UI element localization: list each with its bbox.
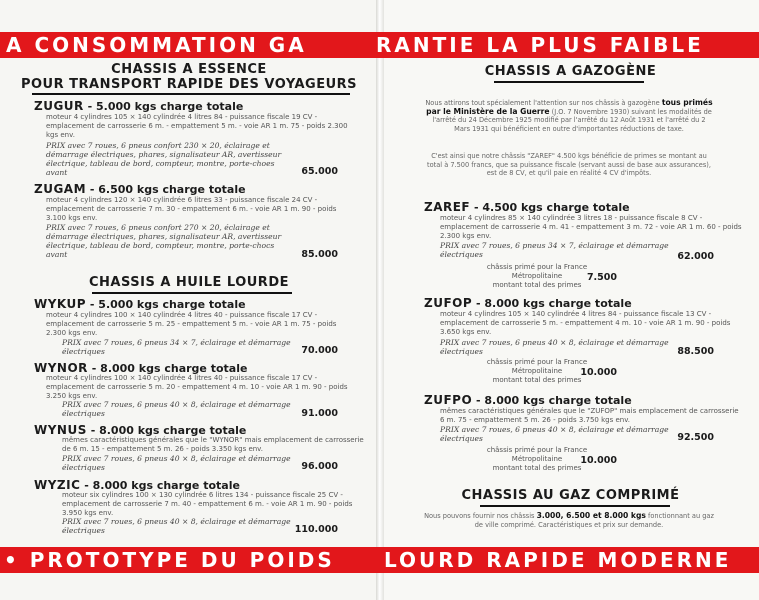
model-options: PRIX avec 7 roues, 6 pneus 40 × 8, éclairage et démarrage électriques bbox=[440, 338, 669, 356]
gaz-text-rest: fonctionnant au gaz de ville comprimé. Caractéristiques et prix sur demande. bbox=[474, 512, 714, 529]
model-options: PRIX avec 7 roues, 6 pneus confort 230 × 20, éclairage et démarrage électriques, phares, signalisateur AR, avertisseur électrique, tableau de bord, compteur, montre, porte-choes avant bbox=[46, 141, 282, 177]
model-price: 110.000 bbox=[294, 524, 338, 535]
model-price: 65.000 bbox=[301, 166, 338, 177]
divider bbox=[32, 93, 350, 95]
model-spec: moteur 4 cylindres 100 × 140 cylindrée 4 litres 40 - puissance fiscale 17 CV - emplacement de carrosserie 5 m. 20 - empattement 4 m. 10 - voie AR 1 m. 90 - poids 3.250 kgs env. bbox=[46, 374, 348, 400]
model-charge: - 5.000 kgs charge totale bbox=[89, 298, 246, 311]
page-fold bbox=[376, 0, 384, 600]
model-name: ZUGAM bbox=[34, 182, 87, 196]
model-name: WYNOR bbox=[34, 361, 88, 375]
model-options: PRIX avec 7 roues, 6 pneus 34 × 7, éclairage et démarrage électriques bbox=[62, 338, 291, 356]
intro-bold-text: tous primés par le Ministère de la Guerre bbox=[426, 98, 713, 116]
right-page bbox=[382, 0, 759, 600]
model-spec: moteur 4 cylindres 105 × 140 cylindrée 4 litres 84 - puissance fiscale 13 CV - emplacement de carrosserie 5 m. - empattement 4 m. 10 - voie AR 1 m. 90 - poids 3.650 kgs env. bbox=[440, 310, 731, 336]
prime-total-label: montant total des primes bbox=[492, 376, 582, 384]
prime-amount: 7.500 bbox=[586, 272, 617, 283]
model-options: PRIX avec 7 roues, 6 pneus 40 × 8, éclairage et démarrage électriques bbox=[62, 454, 291, 472]
section-title-huile: CHASSIS A HUILE LOURDE bbox=[88, 275, 289, 290]
model-price: 62.000 bbox=[677, 251, 714, 262]
intro-paragraph-2: C'est ainsi que notre châssis "ZAREF" 4.500 kgs bénéficie de primes se montant au total à 7.500 francs, que sa puissance fiscale (servant aussi de base aux assurances), est de 8 CV, et qu'il paie en réalité 4 CV d'impôts. bbox=[427, 152, 711, 178]
divider bbox=[494, 81, 644, 83]
prime-label: châssis primé pour la France Métropolitaine bbox=[486, 358, 588, 375]
prime-amount: 10.000 bbox=[580, 367, 617, 378]
model-name: WYKUP bbox=[34, 297, 87, 311]
divider bbox=[92, 292, 292, 294]
model-options: PRIX avec 7 roues, 6 pneus 34 × 7, éclairage et démarrage électriques bbox=[440, 241, 669, 259]
gaz-paragraph bbox=[424, 512, 714, 529]
model-price: 88.500 bbox=[677, 346, 714, 357]
model-spec: moteur 4 cylindres 105 × 140 cylindrée 4 litres 84 - puissance fiscale 19 CV - emplacement de carrosserie 6 m. - empattement 5 m. - voie AR 1 m. 75 - poids 2.300 kgs env. bbox=[46, 113, 348, 139]
bottom-banner-right-text: LOURD RAPIDE MODERNE bbox=[384, 548, 732, 572]
model-spec: mêmes caractéristiques générales que le "ZUFOP" mais emplacement de carrosserie 6 m. 75 - empattement 5 m. 26 - poids 3.750 kgs env. bbox=[440, 407, 739, 424]
model-heading-zugam bbox=[34, 182, 246, 196]
model-name: ZUFPO bbox=[424, 393, 473, 407]
model-spec: moteur 4 cylindres 120 × 140 cylindrée 6 litres 33 - puissance fiscale 24 CV - emplacement de carrosserie 7 m. 30 - empattement 6 m. - voie AR 1 m. 90 - poids 3.100 kgs env. bbox=[46, 196, 337, 222]
divider bbox=[480, 505, 670, 507]
model-price: 92.500 bbox=[677, 432, 714, 443]
bottom-banner bbox=[0, 547, 759, 573]
top-banner-right-text: RANTIE LA PLUS FAIBLE bbox=[376, 33, 704, 57]
prime-label: châssis primé pour la France Métropolitaine bbox=[486, 263, 588, 280]
model-options: PRIX avec 7 roues, 6 pneus confort 270 × 20, éclairage et démarrage électriques, phares, signalisateur AR, avertisseur électrique, tableau de bord, compteur, montre, porte-chocs avant bbox=[46, 223, 282, 259]
prime-amount: 10.000 bbox=[580, 455, 617, 466]
model-heading-zaref bbox=[424, 200, 630, 214]
model-options: PRIX avec 7 roues, 6 pneus 40 × 8, éclairage et démarrage électriques bbox=[62, 400, 291, 418]
model-heading-wykup bbox=[34, 297, 246, 311]
gaz-text: Nous pouvons fournir nos châssis bbox=[424, 512, 535, 520]
model-spec: moteur 4 cylindres 85 × 140 cylindrée 3 litres 18 - puissance fiscale 8 CV - emplacement de carrosserie 4 m. 41 - empattement 3 m. 72 - voie AR 1 m. 60 - poids 2.300 kgs env. bbox=[440, 214, 742, 240]
model-options: PRIX avec 7 roues, 6 pneus 40 × 8, éclairage et démarrage électriques bbox=[440, 425, 669, 443]
model-charge: - 5.000 kgs charge totale bbox=[87, 100, 244, 113]
prime-label: châssis primé pour la France Métropolitaine bbox=[486, 446, 588, 463]
model-heading-zufpo bbox=[424, 393, 632, 407]
section-title-gaz-comprime: CHASSIS AU GAZ COMPRIMÉ bbox=[461, 488, 680, 503]
model-name: ZUGUR bbox=[34, 99, 84, 113]
section-subtitle-essence: POUR TRANSPORT RAPIDE DES VOYAGEURS bbox=[20, 77, 358, 92]
model-name: WYNUS bbox=[34, 423, 87, 437]
model-options: PRIX avec 7 roues, 6 pneus 40 × 8, éclairage et démarrage électriques bbox=[62, 517, 291, 535]
model-name: ZUFOP bbox=[424, 296, 473, 310]
model-charge: - 8.000 kgs charge totale bbox=[475, 297, 632, 310]
model-price: 96.000 bbox=[301, 461, 338, 472]
model-charge: - 8.000 kgs charge totale bbox=[475, 394, 632, 407]
model-name: WYZIC bbox=[34, 478, 81, 492]
model-heading-wynus bbox=[34, 423, 246, 437]
intro-rest-text: (J.O. 7 Novembre 1930) suivant les modalités de l'arrêté du 24 Décembre 1925 modifié par l'arrêté du 12 Août 1931 et l'arrêté du 2 Mars 1931 qui bénéficient en outre d'importantes réductions de taxe. bbox=[432, 107, 712, 133]
top-banner-left-text: A CONSOMMATION GA bbox=[6, 33, 307, 57]
top-banner bbox=[0, 32, 759, 58]
model-charge: - 8.000 kgs charge totale bbox=[90, 424, 247, 437]
prime-total-label: montant total des primes bbox=[492, 464, 582, 472]
intro-paragraph bbox=[424, 99, 714, 133]
model-charge: - 8.000 kgs charge totale bbox=[91, 362, 248, 375]
model-price: 85.000 bbox=[301, 249, 338, 260]
model-heading-zufop bbox=[424, 296, 632, 310]
model-spec: moteur six cylindres 100 × 130 cylindrée 6 litres 134 - puissance fiscale 25 CV - emplacement de carrosserie 7 m. 40 - empattement 6 m. - voie AR 1 m. 90 - poids 3.950 kgs env. bbox=[62, 491, 353, 517]
prime-total-label: montant total des primes bbox=[492, 281, 582, 289]
gaz-bold-text: 3.000, 6.500 et 8.000 kgs bbox=[536, 511, 646, 520]
model-charge: - 4.500 kgs charge totale bbox=[473, 201, 630, 214]
intro-text: Nous attirons tout spécialement l'attention sur nos châssis à gazogène bbox=[425, 99, 660, 107]
model-heading-wynor bbox=[34, 361, 247, 375]
model-charge: - 8.000 kgs charge totale bbox=[84, 479, 240, 492]
model-name: ZAREF bbox=[424, 200, 471, 214]
model-price: 91.000 bbox=[301, 408, 338, 419]
model-spec: mêmes caractéristiques générales que le "WYNOR" mais emplacement de carrosserie de 6 m. 15 - empattement 5 m. 26 - poids 3.350 kgs env. bbox=[62, 436, 364, 453]
left-page bbox=[0, 0, 378, 600]
section-title-essence: CHASSIS A ESSENCE bbox=[111, 62, 267, 77]
section-title-gazogene: CHASSIS A GAZOGÈNE bbox=[484, 64, 657, 79]
bottom-banner-left-text: • PROTOTYPE DU POIDS bbox=[4, 548, 335, 572]
model-price: 70.000 bbox=[301, 345, 338, 356]
model-spec: moteur 4 cylindres 100 × 140 cylindrée 4 litres 40 - puissance fiscale 17 CV - emplacement de carrosserie 5 m. 25 - empattement 5 m. - voie AR 1 m. 75 - poids 2.300 kgs env. bbox=[46, 311, 337, 337]
model-charge: - 6.500 kgs charge totale bbox=[89, 183, 246, 196]
model-heading-zugur bbox=[34, 99, 243, 113]
model-heading-wyzic bbox=[34, 478, 240, 492]
